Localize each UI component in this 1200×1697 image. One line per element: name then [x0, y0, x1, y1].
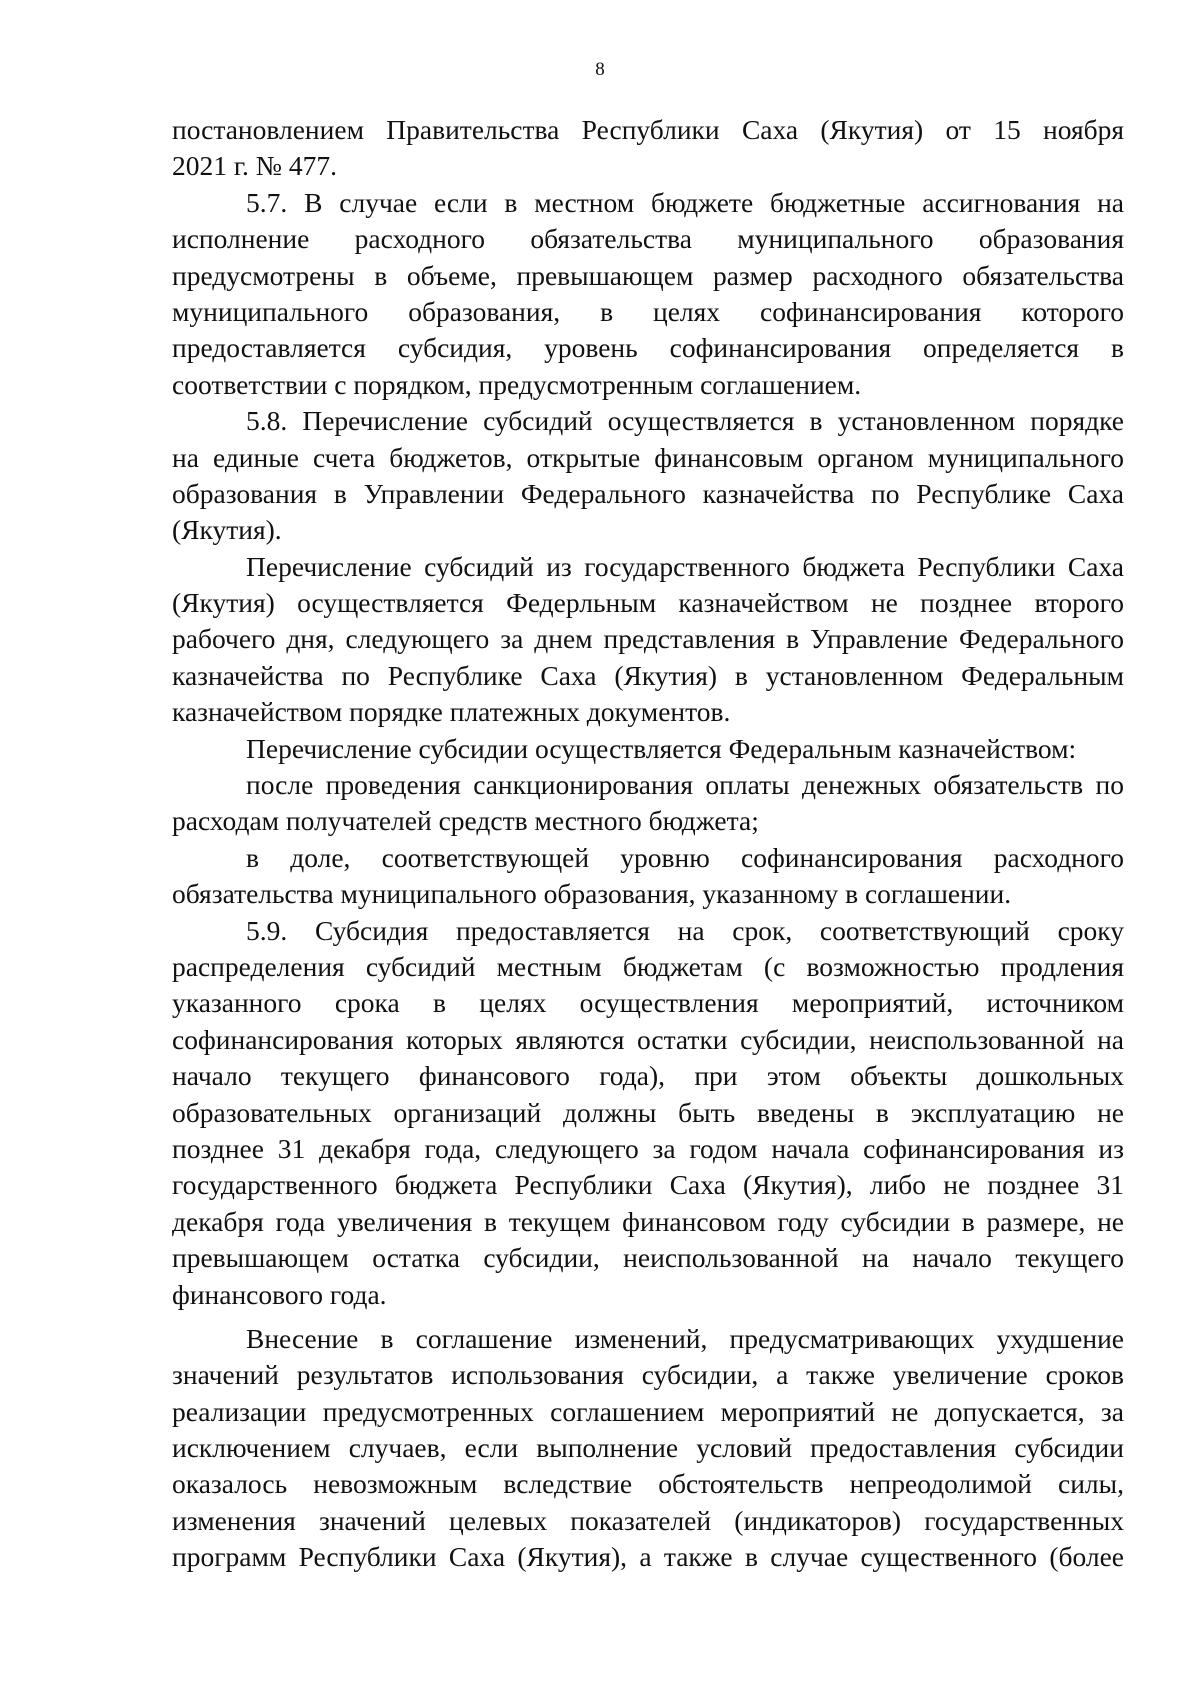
text-line: соответствии с порядком, предусмотренным соглашением.	[172, 368, 862, 400]
text-line: софинансирования которых являются остатки субсидии, неиспользованной на	[172, 1023, 1124, 1055]
text-line: позднее 31 декабря года, следующего за годом начала софинансирования из	[172, 1132, 1124, 1164]
text-line: Перечисление субсидий из государственного бюджета Республики Саха	[246, 550, 1124, 582]
paragraph-transfer-state-budget	[172, 549, 1124, 731]
text-line: распределения субсидий местным бюджетам (с возможностью продления	[172, 950, 1124, 982]
text-line: декабря года увеличения в текущем финансовом году субсидии в размере, не	[172, 1205, 1124, 1237]
text-line: (Якутия).	[172, 514, 282, 546]
text-line: обязательства муниципального образования, указанному в соглашении.	[172, 878, 1012, 910]
text-line: государственного бюджета Республики Саха (Якутия), либо не позднее 31	[172, 1169, 1124, 1201]
text-line: образования в Управлении Федерального казначейства по Республике Саха	[172, 477, 1124, 509]
text-line: финансового года.	[172, 1278, 387, 1310]
text-line: постановлением Правительства Республики Саха (Якутия) от 15 ноября	[172, 114, 1124, 145]
text-line: предоставляется субсидия, уровень софинансирования определяется в	[172, 332, 1124, 364]
text-line: превышающем остатка субсидии, неиспользованной на начало текущего	[172, 1242, 1124, 1274]
text-line: 5.7. В случае если в местном бюджете бюджетные ассигнования на	[246, 186, 1124, 218]
text-line: расходам получателей средств местного бюджета;	[172, 805, 759, 837]
text-line: после проведения санкционирования оплаты денежных обязательств по	[246, 769, 1124, 801]
text-line: оказалось невозможным вследствие обстоятельств непреодолимой силы,	[172, 1468, 1124, 1500]
text-line: 2021 г. № 477.	[172, 150, 338, 182]
document-body	[172, 112, 1124, 1576]
text-line: муниципального образования, в целях софинансирования которого	[172, 295, 1124, 327]
text-line: начало текущего финансового года), при этом объекты дошкольных	[172, 1060, 1124, 1092]
text-line: 5.9. Субсидия предоставляется на срок, соответствующий сроку	[246, 914, 1124, 946]
paragraph-5-9	[172, 913, 1124, 1313]
text-line: на единые счета бюджетов, открытые финансовым органом муниципального	[172, 441, 1124, 473]
text-line: в доле, соответствующей уровню софинансирования расходного	[246, 841, 1124, 873]
text-line: Перечисление субсидии осуществляется Федеральным казначейством:	[246, 732, 1077, 764]
paragraph-agreement-changes	[172, 1321, 1124, 1576]
text-line: указанного срока в целях осуществления мероприятий, источником	[172, 987, 1124, 1019]
paragraph-5-7	[172, 185, 1124, 403]
text-line: образовательных организаций должны быть введены в эксплуатацию не	[172, 1096, 1124, 1128]
paragraph-share	[172, 840, 1124, 913]
text-line: программ Республики Саха (Якутия), а также в случае существенного (более	[172, 1541, 1124, 1573]
text-line: 5.8. Перечисление субсидий осуществляется в установленном порядке	[246, 405, 1124, 437]
text-line: исключением случаев, если выполнение условий предоставления субсидии	[172, 1432, 1124, 1464]
text-line: казначейством порядке платежных документов.	[172, 696, 731, 728]
paragraph-transfer-treasury	[172, 731, 1124, 767]
text-line: предусмотрены в объеме, превышающем размер расходного обязательства	[172, 259, 1124, 291]
text-line: изменения значений целевых показателей (индикаторов) государственных	[172, 1504, 1124, 1536]
text-line: казначейства по Республике Саха (Якутия) в установленном Федеральным	[172, 659, 1124, 691]
paragraph-spacer	[172, 1313, 1124, 1321]
text-line: исполнение расходного обязательства муниципального образования	[172, 223, 1124, 255]
text-line: значений результатов использования субсидии, а также увеличение сроков	[172, 1359, 1124, 1391]
text-line: реализации предусмотренных соглашением мероприятий не допускается, за	[172, 1395, 1124, 1427]
paragraph-after-authorization	[172, 767, 1124, 840]
text-line: рабочего дня, следующего за днем представления в Управление Федерального	[172, 623, 1124, 655]
text-line: (Якутия) осуществляется Федерльным казначейством не позднее второго	[172, 587, 1124, 619]
paragraph-5-8	[172, 403, 1124, 549]
page-number: 8	[595, 59, 605, 80]
text-line: Внесение в соглашение изменений, предусматривающих ухудшение	[246, 1322, 1124, 1354]
paragraph-decree-reference	[172, 112, 1124, 185]
